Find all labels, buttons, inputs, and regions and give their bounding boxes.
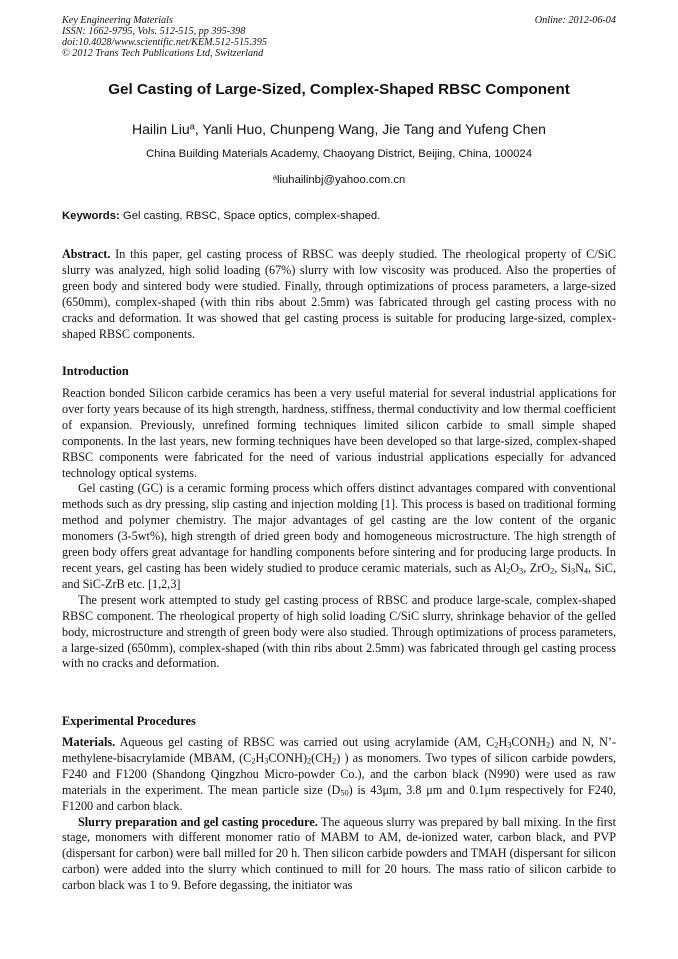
- abstract-label: Abstract.: [62, 247, 111, 261]
- first-author: Hailin Liu: [132, 121, 190, 137]
- slurry-paragraph: [62, 815, 616, 895]
- author-email: [0, 172, 678, 188]
- doi-line: doi:10.4028/www.scientific.net/KEM.512-515.395: [62, 37, 267, 48]
- intro-paragraph-3: The present work attempted to study gel casting process of RBSC and produce large-scale, complex-shaped RBSC component. The rheological property of high solid loading C/SiC slurry, shrinkage behavior of the gelled body, microstructure and strength of green body were also studied. Through optimizations of process parameters, a large-sized (650mm), complex-shaped (with thin ribs about 2.5mm) was fabricated through gel casting process with no cracks and deformation.: [62, 592, 616, 671]
- copyright-line: © 2012 Trans Tech Publications Ltd, Switzerland: [62, 48, 264, 59]
- author-superscript: a: [189, 121, 195, 133]
- keywords: [62, 208, 616, 224]
- paper-title: Gel Casting of Large-Sized, Complex-Shaped RBSC Component: [108, 81, 570, 98]
- introduction-body: [62, 386, 616, 672]
- intro-paragraph-2: Gel casting (GC) is a ceramic forming process which offers distinct advantages compared with conventional methods such as dry pressing, slip casting and injection molding [1]. This process is based on traditional forming method and polymer chemistry. The major advantages of gel casting are the low content of the organic monomers (3-5wt%), high strength of dried green body and homogeneous microstructure. The high strength of green body offers great advantage for handling components before sintering and for producing large products. In recent years, gel casting has been widely studied to produce ceramic materials, such as $Al_2O_3$, ZrO$_2$, $Si_3N_4$, SiC, and SiC-ZrB etc. [1,2,3]: [62, 481, 616, 591]
- abstract: [62, 247, 616, 342]
- abstract-text: In this paper, gel casting process of RBSC was deeply studied. The rheological property of C/SiC slurry was analyzed, high solid loading (67%) slurry with low viscosity was produced. Also the properties of green body and sintered body were studied. Finally, through optimizations of process parameters, a large-sized (650mm), complex-shaped (with thin ribs about 2.5mm) was fabricated through gel casting process with no cracks and deformation. It was showed that gel casting process is suitable for producing large-sized, complex-shaped RBSC components.: [62, 247, 616, 341]
- issn-line: ISSN: 1662-9795, Vols. 512-515, pp 395-398: [62, 26, 246, 37]
- slurry-text: The aqueous slurry was prepared by ball mixing. In the first stage, monomers with different monomer ratio of MABM to AM, de-ionized water, carbon black, and PVP (dispersant for carbon) were ball milled for 20 h. Then silicon carbide powders and TMAH (dispersant for silicon carbon) were added into the slurry which continued to mill for 20 hours. The mass ratio of silicon carbide to carbon black was 1 to 9. Before degassing, the initiator was: [62, 814, 616, 893]
- experimental-heading: Experimental Procedures: [62, 714, 196, 728]
- materials-label: Materials.: [62, 735, 116, 749]
- keywords-text: Gel casting, RBSC, Space optics, complex-shaped.: [119, 210, 381, 222]
- online-date: Online: 2012-06-04: [534, 15, 616, 26]
- journal-name: Key Engineering Materials: [62, 15, 173, 26]
- email-superscript: a: [272, 172, 277, 182]
- slurry-label: Slurry preparation and gel casting procedure.: [78, 814, 318, 829]
- keywords-label: Keywords:: [62, 210, 120, 222]
- email-address[interactable]: liuhailinbj@yahoo.com.cn: [277, 174, 406, 186]
- materials-paragraph: Materials. Aqueous gel casting of RBSC was carried out using acrylamide (AM, $C_2H_3CONH_2$) and N, N’- methylene-bisacrylamide (MBAM, $(C_2H_3CONH)_2(CH_2)$ ) as monomers. Two types of silicon carbide powders, F240 and F1200 (Shandong Qingzhou Micro-powder Co.), and the carbon black (N990) were used as raw materials in the experiment. The mean particle size $(D_{50})$ is 43μm, 3.8 μm and 0.1μm respectively for F240, F1200 and carbon black.: [62, 735, 616, 813]
- experimental-body: [62, 735, 616, 894]
- journal-header: [62, 15, 267, 59]
- author-list: [0, 119, 678, 139]
- introduction-heading: Introduction: [62, 364, 129, 378]
- intro-paragraph-1: Reaction bonded Silicon carbide ceramics has been a very useful material for several industrial applications for over forty years because of its high strength, hardness, stiffness, thermal conductivity and low thermal coefficient of expansion. Previously, unrefined forming techniques limited silicon carbide to small simple shaped components. In the last years, new forming techniques have been developed so that large-sized, complex-shaped RBSC components were fabricated for the need of various industrial applications especially for advanced technology optical systems.: [62, 386, 616, 480]
- other-authors: , Yanli Huo, Chunpeng Wang, Jie Tang and Yufeng Chen: [194, 121, 546, 137]
- affiliation: China Building Materials Academy, Chaoyang District, Beijing, China, 100024: [146, 148, 532, 160]
